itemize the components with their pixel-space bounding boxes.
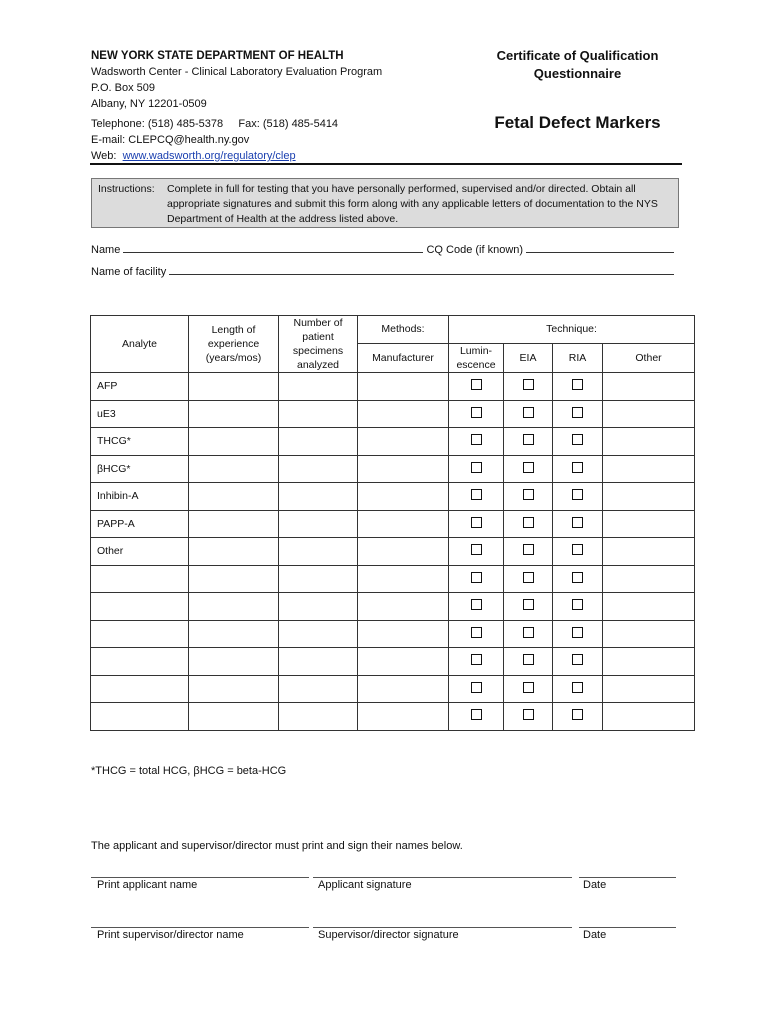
luminescence-checkbox-cell xyxy=(449,510,504,538)
program-name: Wadsworth Center - Clinical Laboratory Evaluation Program xyxy=(91,66,383,78)
luminescence-checkbox-cell xyxy=(449,593,504,621)
eia-checkbox[interactable] xyxy=(523,379,534,390)
number-cell[interactable] xyxy=(279,675,358,703)
manufacturer-header: Manufacturer xyxy=(358,343,449,372)
instructions-label: Instructions: xyxy=(98,183,155,195)
other-technique-cell[interactable] xyxy=(603,620,695,648)
ria-checkbox-cell xyxy=(553,703,603,731)
ria-checkbox[interactable] xyxy=(572,407,583,418)
number-cell[interactable] xyxy=(279,400,358,428)
analyte-cell: uE3 xyxy=(91,400,189,428)
eia-checkbox[interactable] xyxy=(523,709,534,720)
luminescence-checkbox-cell xyxy=(449,703,504,731)
facility-label: Name of facility xyxy=(91,266,167,278)
date2-label: Date xyxy=(583,929,607,941)
eia-checkbox[interactable] xyxy=(523,544,534,555)
length-cell[interactable] xyxy=(189,648,279,676)
other-technique-header: Other xyxy=(603,343,695,372)
eia-checkbox[interactable] xyxy=(523,462,534,473)
manufacturer-cell[interactable] xyxy=(358,483,449,511)
luminescence-checkbox[interactable] xyxy=(471,627,482,638)
supervisor-name-line[interactable] xyxy=(91,927,309,928)
print-applicant-label: Print applicant name xyxy=(97,879,198,891)
table-row xyxy=(91,565,695,593)
other-technique-cell[interactable] xyxy=(603,483,695,511)
city-zip: Albany, NY 12201-0509 xyxy=(91,98,207,110)
ria-checkbox[interactable] xyxy=(572,682,583,693)
eia-checkbox-cell xyxy=(504,675,553,703)
ria-checkbox-cell xyxy=(553,510,603,538)
ria-checkbox-cell xyxy=(553,648,603,676)
length-header: Length of experience (years/mos) xyxy=(189,316,279,373)
length-cell[interactable] xyxy=(189,538,279,566)
luminescence-checkbox-cell xyxy=(449,373,504,401)
length-cell[interactable] xyxy=(189,510,279,538)
luminescence-checkbox-cell xyxy=(449,538,504,566)
table-row xyxy=(91,620,695,648)
luminescence-checkbox-cell xyxy=(449,565,504,593)
number-cell[interactable] xyxy=(279,428,358,456)
ria-checkbox[interactable] xyxy=(572,379,583,390)
applicant-signature-line[interactable] xyxy=(313,877,572,878)
cq-code-label: CQ Code (if known) xyxy=(426,244,524,256)
analyte-header: Analyte xyxy=(91,316,189,373)
luminescence-checkbox-cell xyxy=(449,648,504,676)
eia-checkbox[interactable] xyxy=(523,517,534,528)
analyte-cell: Inhibin-A xyxy=(91,483,189,511)
phone-fax: Telephone: (518) 485-5378 Fax: (518) 485-5414 xyxy=(91,118,339,130)
facility-row xyxy=(91,264,674,278)
table-row xyxy=(91,428,695,456)
eia-header: EIA xyxy=(504,343,553,372)
manufacturer-cell[interactable] xyxy=(358,620,449,648)
footnote: *THCG = total HCG, βHCG = beta-HCG xyxy=(91,765,287,777)
manufacturer-cell[interactable] xyxy=(358,703,449,731)
table-row xyxy=(91,400,695,428)
ria-checkbox-cell xyxy=(553,593,603,621)
number-cell[interactable] xyxy=(279,538,358,566)
luminescence-checkbox-cell xyxy=(449,620,504,648)
luminescence-checkbox[interactable] xyxy=(471,682,482,693)
signature-instruction: The applicant and supervisor/director must print and sign their names below. xyxy=(91,840,463,852)
web-line xyxy=(91,148,491,164)
length-cell[interactable] xyxy=(189,373,279,401)
luminescence-checkbox[interactable] xyxy=(471,489,482,500)
eia-checkbox[interactable] xyxy=(523,489,534,500)
other-technique-cell[interactable] xyxy=(603,373,695,401)
ria-checkbox-cell xyxy=(553,455,603,483)
ria-checkbox-cell xyxy=(553,373,603,401)
eia-checkbox[interactable] xyxy=(523,572,534,583)
print-supervisor-label: Print supervisor/director name xyxy=(97,929,244,941)
eia-checkbox-cell xyxy=(504,593,553,621)
table-row xyxy=(91,510,695,538)
luminescence-checkbox[interactable] xyxy=(471,599,482,610)
manufacturer-cell[interactable] xyxy=(358,675,449,703)
department-name: NEW YORK STATE DEPARTMENT OF HEALTH xyxy=(91,50,344,62)
other-technique-cell[interactable] xyxy=(603,703,695,731)
luminescence-checkbox-cell xyxy=(449,455,504,483)
luminescence-checkbox[interactable] xyxy=(471,407,482,418)
name-row xyxy=(91,242,674,256)
analyte-cell xyxy=(91,648,189,676)
ria-checkbox-cell xyxy=(553,483,603,511)
luminescence-checkbox[interactable] xyxy=(471,572,482,583)
ria-checkbox[interactable] xyxy=(572,572,583,583)
po-box: P.O. Box 509 xyxy=(91,82,156,94)
manufacturer-cell[interactable] xyxy=(358,565,449,593)
ria-checkbox-cell xyxy=(553,620,603,648)
analyte-cell xyxy=(91,593,189,621)
ria-checkbox-cell xyxy=(553,538,603,566)
table-row xyxy=(91,675,695,703)
luminescence-header: Lumin-escence xyxy=(449,343,504,372)
luminescence-checkbox-cell xyxy=(449,400,504,428)
number-cell[interactable] xyxy=(279,483,358,511)
number-header: Number of patient specimens analyzed xyxy=(279,316,358,373)
luminescence-checkbox[interactable] xyxy=(471,709,482,720)
ria-checkbox[interactable] xyxy=(572,462,583,473)
other-technique-cell[interactable] xyxy=(603,675,695,703)
number-cell[interactable] xyxy=(279,510,358,538)
table-row xyxy=(91,483,695,511)
ria-header: RIA xyxy=(553,343,603,372)
number-cell[interactable] xyxy=(279,565,358,593)
technique-header: Technique: xyxy=(449,316,695,344)
manufacturer-cell[interactable] xyxy=(358,593,449,621)
agency-header xyxy=(91,48,491,164)
manufacturer-cell[interactable] xyxy=(358,455,449,483)
other-technique-cell[interactable] xyxy=(603,538,695,566)
other-technique-cell[interactable] xyxy=(603,400,695,428)
web-link[interactable]: www.wadsworth.org/regulatory/clep xyxy=(122,150,296,162)
manufacturer-cell[interactable] xyxy=(358,400,449,428)
eia-checkbox-cell xyxy=(504,428,553,456)
length-cell[interactable] xyxy=(189,455,279,483)
other-technique-cell[interactable] xyxy=(603,455,695,483)
eia-checkbox-cell xyxy=(504,648,553,676)
manufacturer-cell[interactable] xyxy=(358,373,449,401)
supervisor-signature-line[interactable] xyxy=(313,927,572,928)
table-row xyxy=(91,703,695,731)
table-row xyxy=(91,373,695,401)
cert-line2: Questionnaire xyxy=(533,66,622,81)
analyte-cell: THCG* xyxy=(91,428,189,456)
luminescence-checkbox[interactable] xyxy=(471,544,482,555)
cert-line1: Certificate of Qualification xyxy=(496,48,659,63)
ria-checkbox-cell xyxy=(553,428,603,456)
length-cell[interactable] xyxy=(189,400,279,428)
ria-checkbox[interactable] xyxy=(572,544,583,555)
supervisor-signature-label: Supervisor/director signature xyxy=(318,929,459,941)
other-technique-cell[interactable] xyxy=(603,510,695,538)
number-cell[interactable] xyxy=(279,455,358,483)
analyte-cell xyxy=(91,620,189,648)
analyte-cell xyxy=(91,675,189,703)
ria-checkbox[interactable] xyxy=(572,489,583,500)
number-cell[interactable] xyxy=(279,373,358,401)
analyte-cell: AFP xyxy=(91,373,189,401)
eia-checkbox-cell xyxy=(504,373,553,401)
manufacturer-cell[interactable] xyxy=(358,510,449,538)
luminescence-checkbox[interactable] xyxy=(471,434,482,445)
instructions-text: Complete in full for testing that you have personally performed, supervised and/or directed. Obtain all appropriate signatures and submit this form along with any applicable letters of documentation to the NYS Department of Health at the address listed above. xyxy=(167,183,658,225)
length-cell[interactable] xyxy=(189,593,279,621)
name-field[interactable] xyxy=(123,242,423,253)
luminescence-checkbox[interactable] xyxy=(471,517,482,528)
date1-line[interactable] xyxy=(579,877,676,878)
length-cell[interactable] xyxy=(189,620,279,648)
luminescence-checkbox-cell xyxy=(449,675,504,703)
form-title: Fetal Defect Markers xyxy=(494,113,661,132)
eia-checkbox[interactable] xyxy=(523,599,534,610)
eia-checkbox-cell xyxy=(504,400,553,428)
ria-checkbox-cell xyxy=(553,675,603,703)
analyte-cell xyxy=(91,703,189,731)
other-technique-cell[interactable] xyxy=(603,648,695,676)
ria-checkbox[interactable] xyxy=(572,434,583,445)
eia-checkbox[interactable] xyxy=(523,407,534,418)
number-cell[interactable] xyxy=(279,703,358,731)
ria-checkbox[interactable] xyxy=(572,654,583,665)
length-cell[interactable] xyxy=(189,675,279,703)
luminescence-checkbox[interactable] xyxy=(471,654,482,665)
analyte-table xyxy=(90,315,695,731)
analyte-cell: βHCG* xyxy=(91,455,189,483)
length-cell[interactable] xyxy=(189,483,279,511)
date1-label: Date xyxy=(583,879,607,891)
certificate-heading xyxy=(470,47,685,83)
eia-checkbox-cell xyxy=(504,703,553,731)
table-row xyxy=(91,538,695,566)
applicant-signature-label: Applicant signature xyxy=(318,879,412,891)
analyte-cell xyxy=(91,565,189,593)
eia-checkbox-cell xyxy=(504,620,553,648)
ria-checkbox[interactable] xyxy=(572,517,583,528)
length-cell[interactable] xyxy=(189,565,279,593)
eia-checkbox[interactable] xyxy=(523,627,534,638)
length-cell[interactable] xyxy=(189,428,279,456)
instructions-box xyxy=(91,178,679,228)
eia-checkbox[interactable] xyxy=(523,434,534,445)
cq-code-field[interactable] xyxy=(526,242,674,253)
luminescence-checkbox[interactable] xyxy=(471,379,482,390)
ria-checkbox[interactable] xyxy=(572,627,583,638)
ria-checkbox[interactable] xyxy=(572,709,583,720)
date2-line[interactable] xyxy=(579,927,676,928)
number-cell[interactable] xyxy=(279,593,358,621)
header-row-1 xyxy=(91,316,695,344)
table-row xyxy=(91,455,695,483)
facility-field[interactable] xyxy=(169,264,674,275)
ria-checkbox-cell xyxy=(553,400,603,428)
luminescence-checkbox-cell xyxy=(449,428,504,456)
header-divider xyxy=(90,163,682,165)
analyte-cell: PAPP-A xyxy=(91,510,189,538)
other-technique-cell[interactable] xyxy=(603,565,695,593)
eia-checkbox-cell xyxy=(504,510,553,538)
luminescence-checkbox[interactable] xyxy=(471,462,482,473)
eia-checkbox[interactable] xyxy=(523,682,534,693)
web-label: Web: xyxy=(91,150,123,162)
table-row xyxy=(91,648,695,676)
analyte-cell: Other xyxy=(91,538,189,566)
name-label: Name xyxy=(91,244,121,256)
eia-checkbox-cell xyxy=(504,565,553,593)
ria-checkbox[interactable] xyxy=(572,599,583,610)
manufacturer-cell[interactable] xyxy=(358,428,449,456)
applicant-name-line[interactable] xyxy=(91,877,309,878)
ria-checkbox-cell xyxy=(553,565,603,593)
manufacturer-cell[interactable] xyxy=(358,648,449,676)
number-cell[interactable] xyxy=(279,620,358,648)
eia-checkbox-cell xyxy=(504,538,553,566)
eia-checkbox-cell xyxy=(504,455,553,483)
analyte-rows xyxy=(91,373,695,731)
other-technique-cell[interactable] xyxy=(603,593,695,621)
length-cell[interactable] xyxy=(189,703,279,731)
methods-header: Methods: xyxy=(358,316,449,344)
manufacturer-cell[interactable] xyxy=(358,538,449,566)
other-technique-cell[interactable] xyxy=(603,428,695,456)
eia-checkbox[interactable] xyxy=(523,654,534,665)
luminescence-checkbox-cell xyxy=(449,483,504,511)
table-row xyxy=(91,593,695,621)
number-cell[interactable] xyxy=(279,648,358,676)
eia-checkbox-cell xyxy=(504,483,553,511)
email: E-mail: CLEPCQ@health.ny.gov xyxy=(91,134,250,146)
